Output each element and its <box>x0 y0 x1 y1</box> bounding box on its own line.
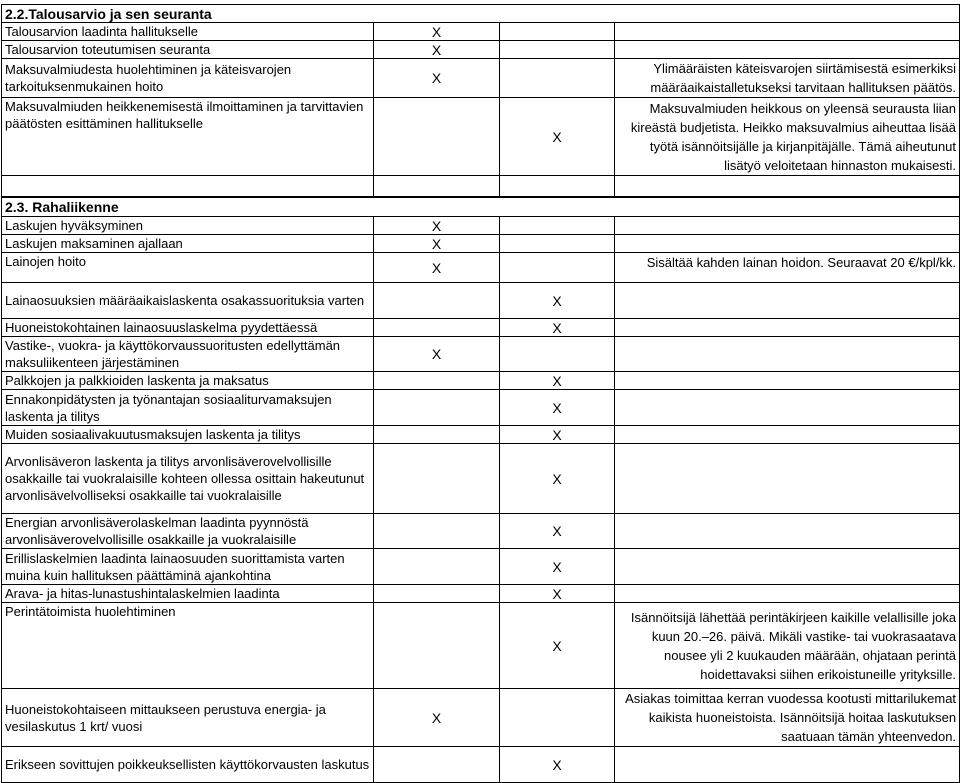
note-cell: Sisältää kahden lainan hoidon. Seuraavat 20 €/kpl/kk. <box>615 253 960 283</box>
table-row <box>2 59 960 98</box>
note-cell <box>615 235 960 253</box>
table-row <box>2 41 960 59</box>
note-cell: Ylimääräisten käteisvarojen siirtämisestä esimerkiksi määräaikaistalletukseksi tarvitaan hallituksen päätös. <box>615 59 960 98</box>
table-row <box>2 283 960 319</box>
task-cell: Talousarvion toteutumisen seuranta <box>2 41 374 59</box>
mark-cell-a <box>374 444 500 514</box>
table-row <box>2 514 960 549</box>
table-row <box>2 549 960 585</box>
mark-cell-a: X <box>374 41 500 59</box>
mark-cell-b: X <box>500 319 615 337</box>
mark-cell-a <box>374 426 500 444</box>
note-cell <box>615 319 960 337</box>
mark-cell-b: X <box>500 390 615 426</box>
table-row <box>2 235 960 253</box>
table-row <box>2 689 960 747</box>
mark-cell-a <box>374 372 500 390</box>
table-row <box>2 253 960 283</box>
section-title: 2.3. Rahaliikenne <box>2 197 960 217</box>
note-cell <box>615 337 960 372</box>
note-cell <box>615 390 960 426</box>
mark-cell-a <box>374 98 500 176</box>
note-cell <box>615 514 960 549</box>
mark-cell-a <box>374 514 500 549</box>
task-cell: Perintätoimista huolehtiminen <box>2 603 374 689</box>
mark-cell-a: X <box>374 253 500 283</box>
mark-cell-a <box>374 283 500 319</box>
task-cell: Laskujen hyväksyminen <box>2 217 374 235</box>
note-cell: Maksuvalmiuden heikkous on yleensä seurausta liian kireästä budjetista. Heikko maksuvalmius aiheuttaa lisää työtä isännöitsijälle ja kirjanpitäjälle. Tämä aiheutunut lisätyö veloitetaan hinnaston mukaisesti. <box>615 98 960 176</box>
table-row <box>2 98 960 176</box>
task-cell: Talousarvion laadinta hallitukselle <box>2 23 374 41</box>
table-row <box>2 747 960 783</box>
mark-cell-b <box>500 217 615 235</box>
mark-cell-a <box>374 319 500 337</box>
mark-cell-b: X <box>500 426 615 444</box>
mark-cell-a <box>374 585 500 603</box>
note-cell <box>615 283 960 319</box>
mark-cell-a: X <box>374 23 500 41</box>
task-cell: Laskujen maksaminen ajallaan <box>2 235 374 253</box>
task-cell: Palkkojen ja palkkioiden laskenta ja maksatus <box>2 372 374 390</box>
note-cell <box>615 217 960 235</box>
table-row <box>2 319 960 337</box>
mark-cell-b: X <box>500 549 615 585</box>
task-cell: Huoneistokohtainen lainaosuuslaskelma pyydettäessä <box>2 319 374 337</box>
mark-cell-b: X <box>500 603 615 689</box>
section-title-row <box>2 5 960 23</box>
mark-cell-a: X <box>374 337 500 372</box>
mark-cell-a: X <box>374 689 500 747</box>
task-cell: Energian arvonlisäverolaskelman laadinta pyynnöstä arvonlisäverovelvollisille osakkaille ja vuokralaisille <box>2 514 374 549</box>
note-cell <box>615 747 960 783</box>
payments-table <box>1 196 960 783</box>
mark-cell-a <box>374 549 500 585</box>
task-cell: Muiden sosiaalivakuutusmaksujen laskenta ja tilitys <box>2 426 374 444</box>
table-row <box>2 23 960 41</box>
task-cell: Maksuvalmiudesta huolehtiminen ja käteisvarojen tarkoituksenmukainen hoito <box>2 59 374 98</box>
mark-cell-b: X <box>500 372 615 390</box>
mark-cell-a <box>374 603 500 689</box>
table-row <box>2 426 960 444</box>
table-row <box>2 337 960 372</box>
mark-cell-b: X <box>500 514 615 549</box>
task-cell: Ennakonpidätysten ja työnantajan sosiaaliturvamaksujen laskenta ja tilitys <box>2 390 374 426</box>
mark-cell-b <box>500 235 615 253</box>
task-cell: Vastike-, vuokra- ja käyttökorvaussuoritusten edellyttämän maksuliikenteen järjestäminen <box>2 337 374 372</box>
task-cell: Arava- ja hitas-lunastushintalaskelmien laadinta <box>2 585 374 603</box>
mark-cell-b <box>500 23 615 41</box>
mark-cell-a <box>374 390 500 426</box>
table-row <box>2 390 960 426</box>
table-row <box>2 372 960 390</box>
mark-cell-b <box>500 41 615 59</box>
mark-cell-b <box>500 59 615 98</box>
section-title-row <box>2 197 960 217</box>
table-row <box>2 585 960 603</box>
mark-cell-a <box>374 747 500 783</box>
mark-cell-b: X <box>500 747 615 783</box>
mark-cell-a: X <box>374 235 500 253</box>
mark-cell-b: X <box>500 283 615 319</box>
mark-cell-a: X <box>374 59 500 98</box>
table-row <box>2 603 960 689</box>
spacer-row <box>2 176 960 198</box>
task-cell: Erikseen sovittujen poikkeuksellisten käyttökorvausten laskutus <box>2 747 374 783</box>
mark-cell-b: X <box>500 585 615 603</box>
task-cell: Maksuvalmiuden heikkenemisestä ilmoittaminen ja tarvittavien päätösten esittäminen hallitukselle <box>2 98 374 176</box>
section-title: 2.2.Talousarvio ja sen seuranta <box>2 5 960 23</box>
note-cell <box>615 549 960 585</box>
note-cell <box>615 585 960 603</box>
task-cell: Arvonlisäveron laskenta ja tilitys arvonlisäverovelvollisille osakkaille tai vuokralaisille kohteen ollessa osittain hakeutunut arvonlisävelvolliseksi osakkaille tai vuokralaisille <box>2 444 374 514</box>
mark-cell-a: X <box>374 217 500 235</box>
task-cell: Lainaosuuksien määräaikaislaskenta osakassuorituksia varten <box>2 283 374 319</box>
note-cell <box>615 444 960 514</box>
table-row <box>2 217 960 235</box>
table-row <box>2 444 960 514</box>
note-cell <box>615 23 960 41</box>
note-cell: Isännöitsijä lähettää perintäkirjeen kaikille velallisille joka kuun 20.–26. päivä. Mikäli vastike- tai vuokrasaatava nousee yli 2 kuukauden määrään, ohjataan perintä hoidettavaksi siihen erikoistuneille yrityksille. <box>615 603 960 689</box>
task-cell: Lainojen hoito <box>2 253 374 283</box>
budget-table <box>1 4 960 198</box>
mark-cell-b <box>500 337 615 372</box>
note-cell <box>615 41 960 59</box>
mark-cell-b: X <box>500 98 615 176</box>
mark-cell-b <box>500 689 615 747</box>
task-cell: Erillislaskelmien laadinta lainaosuuden suorittamista varten muina kuin hallituksen päättäminä ajankohtina <box>2 549 374 585</box>
note-cell: Asiakas toimittaa kerran vuodessa kootusti mittarilukemat kaikista huoneistoista. Isännöitsijä hoitaa laskutuksen saatuaan tämän yhteenvedon. <box>615 689 960 747</box>
mark-cell-b <box>500 253 615 283</box>
task-cell: Huoneistokohtaiseen mittaukseen perustuva energia- ja vesilaskutus 1 krt/ vuosi <box>2 689 374 747</box>
note-cell <box>615 426 960 444</box>
mark-cell-b: X <box>500 444 615 514</box>
note-cell <box>615 372 960 390</box>
